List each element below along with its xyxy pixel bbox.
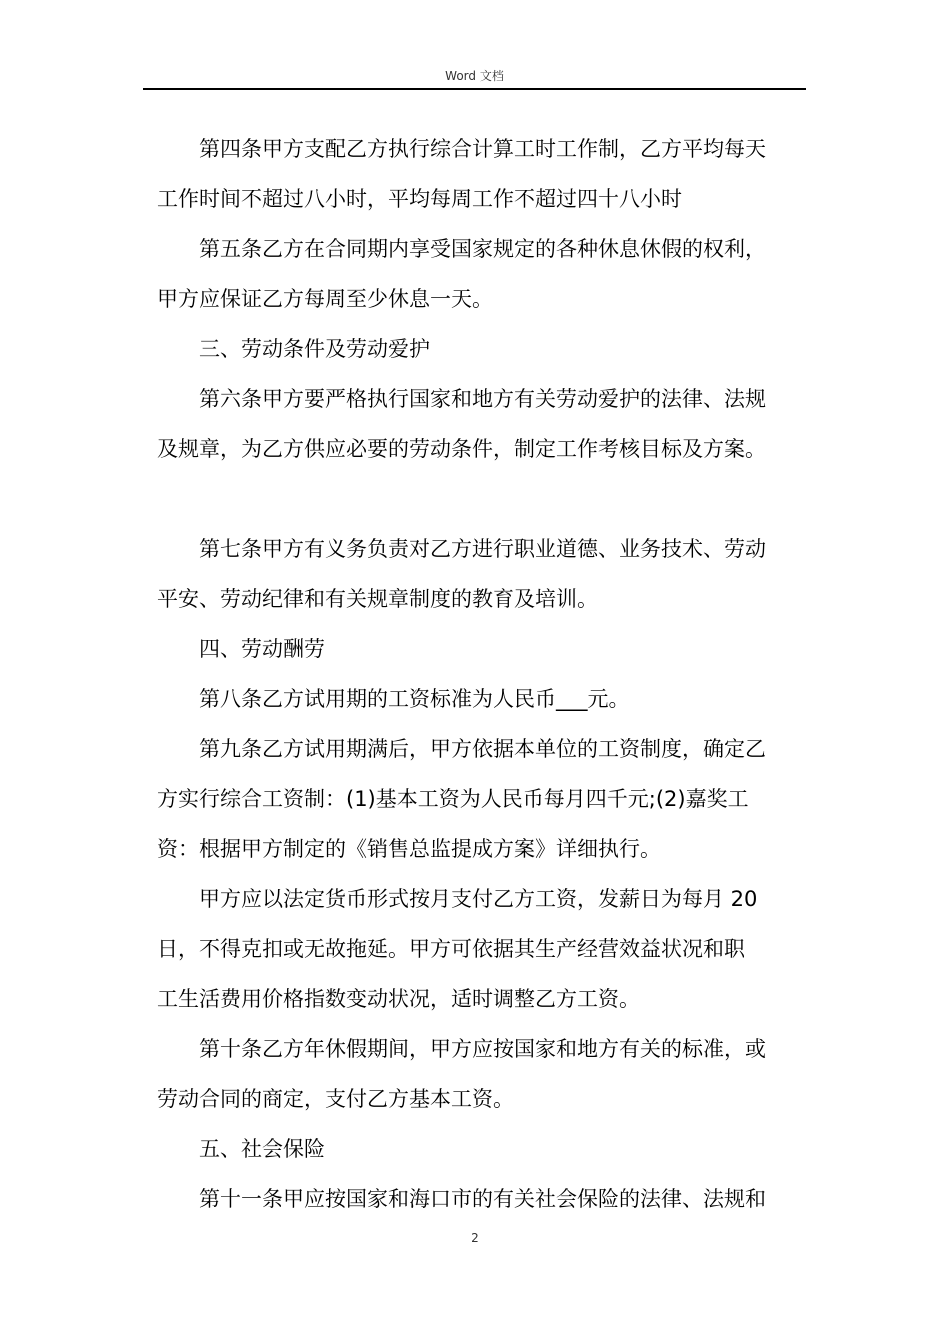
paragraph-line: 及规章，为乙方供应必要的劳动条件，制定工作考核目标及方案。 <box>157 437 766 461</box>
page-footer <box>0 1228 950 1248</box>
paragraph-line: 第四条甲方支配乙方执行综合计算工时工作制，乙方平均每天 <box>199 137 766 161</box>
paragraph-line: 甲方应以法定货币形式按月支付乙方工资，发薪日为每月 20 <box>199 887 758 911</box>
section-heading-text: 四、劳动酬劳 <box>199 637 325 661</box>
paragraph-article-5 <box>157 224 818 324</box>
paragraph-article-9 <box>157 724 818 874</box>
blank-line <box>178 474 818 524</box>
paragraph-line: 第十条乙方年休假期间，甲方应按国家和地方有关的标准，或 <box>199 1037 766 1061</box>
paragraph-article-8 <box>178 674 818 724</box>
section-heading-5 <box>178 1124 818 1174</box>
paragraph-article-7 <box>157 524 818 624</box>
paragraph-line: 工作时间不超过八小时，平均每周工作不超过四十八小时 <box>157 187 682 211</box>
paragraph-line: 第七条甲方有义务负责对乙方进行职业道德、业务技术、劳动 <box>199 537 766 561</box>
paragraph-line: 第八条乙方试用期的工资标准为人民币___元。 <box>199 687 630 711</box>
paragraph-line: 甲方应保证乙方每周至少休息一天。 <box>157 287 493 311</box>
paragraph-line: 方实行综合工资制：(1)基本工资为人民币每月四千元;(2)嘉奖工 <box>157 787 749 811</box>
paragraph-line: 平安、劳动纪律和有关规章制度的教育及培训。 <box>157 587 598 611</box>
paragraph-line: 第十一条甲应按国家和海口市的有关社会保险的法律、法规和 <box>199 1187 766 1211</box>
paragraph-article-6 <box>157 374 818 474</box>
header-title: Word 文档 <box>445 69 504 83</box>
paragraph-line: 第六条甲方要严格执行国家和地方有关劳动爱护的法律、法规 <box>199 387 766 411</box>
section-heading-4 <box>178 624 818 674</box>
paragraph-line: 资：根据甲方制定的《销售总监提成方案》详细执行。 <box>157 837 661 861</box>
paragraph-line: 第五条乙方在合同期内享受国家规定的各种休息休假的权利， <box>199 237 766 261</box>
paragraph-article-10 <box>157 1024 818 1124</box>
section-heading-text: 三、劳动条件及劳动爱护 <box>199 337 430 361</box>
paragraph-line: 第九条乙方试用期满后，甲方依据本单位的工资制度，确定乙 <box>199 737 766 761</box>
paragraph-payment <box>157 874 818 1024</box>
paragraph-article-11 <box>178 1174 818 1224</box>
paragraph-article-4 <box>157 124 818 224</box>
header-divider <box>143 88 806 90</box>
page-number: 2 <box>471 1231 479 1245</box>
paragraph-line: 日，不得克扣或无故拖延。甲方可依据其生产经营效益状况和职 <box>157 937 745 961</box>
paragraph-line: 工生活费用价格指数变动状况，适时调整乙方工资。 <box>157 987 640 1011</box>
section-heading-3 <box>178 324 818 374</box>
paragraph-line: 劳动合同的商定，支付乙方基本工资。 <box>157 1087 514 1111</box>
page-header <box>143 66 806 88</box>
document-body <box>157 124 818 1224</box>
section-heading-text: 五、社会保险 <box>199 1137 325 1161</box>
